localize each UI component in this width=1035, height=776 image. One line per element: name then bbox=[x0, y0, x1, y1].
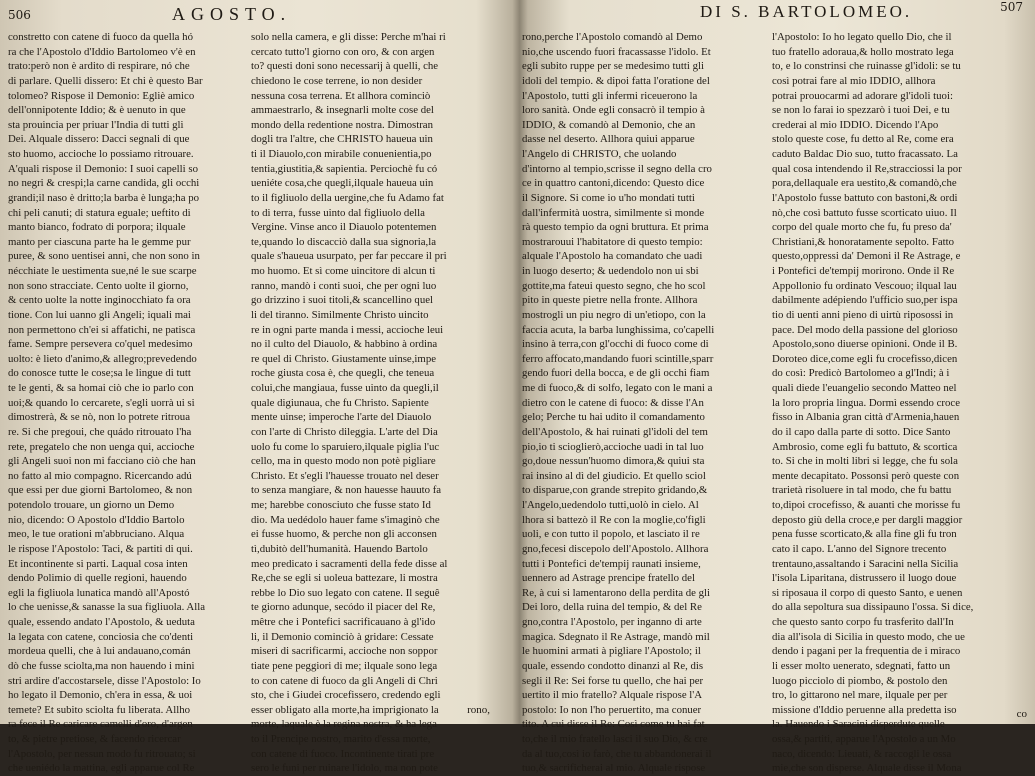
text-line: puree, & sono uentisei anni, che non sono in bbox=[8, 250, 200, 263]
text-line: mente uinse; imperoche l'arte del Diauolo bbox=[251, 411, 432, 424]
text-line: Christo. Et s'egli l'hauesse trouato nel deser bbox=[251, 469, 439, 482]
text-line: crederai al mio IDDIO. Dicendo l'Apo bbox=[772, 118, 939, 131]
text-line: pena fusse scorticato,& alla fine gli fu tron bbox=[772, 528, 957, 541]
text-line: gottite,ma fateui questo segno, che ho scol bbox=[522, 279, 706, 292]
text-line: to il Prencipe nostro, marito d'essa morte, bbox=[251, 733, 431, 745]
text-line: manto per ciascuna parte ha le gemme pur bbox=[8, 235, 191, 248]
text-line: tutti i Pontefici de'tempij raunati insieme, bbox=[522, 557, 701, 570]
text-line: ce in quattro cantoni,dicendo: Questo dice bbox=[522, 177, 705, 190]
text-line: me; harebbe conosciuto che fusse stato Id bbox=[251, 499, 431, 511]
text-line: qual cosa intendendo il Re,stracciossi la por bbox=[772, 162, 962, 175]
text-line: tiate pene peggiori di me; ilquale sono lega bbox=[251, 659, 438, 672]
text-line: non sono stracciate. Cento uolte il giorno, bbox=[8, 279, 189, 292]
text-line: ammaestrarlo, & insegnarli molte cose del bbox=[251, 104, 434, 117]
text-line: rete, pregatelo che non uenga qui, accioche bbox=[8, 440, 195, 453]
text-line: trarietà risoluere in tal modo, che fu battu bbox=[772, 484, 952, 497]
text-line: dasse nel deserto. Allhora quiui apparue bbox=[522, 133, 695, 146]
text-line: Vergine. Vinse anco il Diauolo potentemen bbox=[251, 221, 437, 234]
text-line: gno,contra l'Apostolo, per inganno di arte bbox=[522, 616, 702, 628]
text-line: egli subito ruppe per se medesimo tutti gli bbox=[522, 60, 705, 73]
text-column-1 bbox=[8, 30, 246, 776]
text-line: di parlare. Quelli dissero: Et chi è questo Bar bbox=[8, 74, 203, 87]
text-line: dell'onnipotente Iddio; & è uenuto in que bbox=[8, 104, 186, 117]
text-line: uoi;& quando lo cercarete, s'egli uorrà ui si bbox=[8, 396, 195, 409]
text-line: la legata con catene, conciosia che co'denti bbox=[8, 630, 194, 643]
right-page bbox=[520, 0, 1035, 775]
text-line: to. Si che in molti libri si legge, che fu sola bbox=[772, 455, 958, 468]
text-line: ferro affocato,mandando fuori scintille,sparr bbox=[522, 352, 714, 365]
text-line: nio, dicendo: O Apostolo d'Iddio Bartolo bbox=[8, 513, 185, 526]
text-line: to disparue,con grande strepito gridando,& bbox=[522, 484, 708, 497]
text-line: faccia acuta, la barba lunghissima, co'capelli bbox=[522, 323, 715, 336]
text-line: gli Angeli suoi non mi facciano ciò che han bbox=[8, 455, 196, 468]
text-line: in luogo deserto; & uedendolo non ui sbi bbox=[522, 265, 699, 277]
text-column-2 bbox=[251, 30, 499, 776]
text-line: l'Apostolo fusse battuto con bastoni,& ordi bbox=[772, 191, 958, 204]
text-line: dogli tra l'altre, che CHRISTO haueua uin bbox=[251, 133, 433, 146]
text-line: re quel di Christo. Giustamente uinse,impe bbox=[251, 352, 437, 365]
text-line: tio di uenti anni pieno di uirtù riposossi in bbox=[772, 308, 954, 321]
text-line: Dei loro, della ruina del tempio, & del Re bbox=[522, 601, 702, 614]
text-line: lhora si battezò il Re con la moglie,co'figli bbox=[522, 513, 706, 526]
text-line: idoli del tempio. & dipoi fatta l'oratione del bbox=[522, 74, 710, 87]
text-line: dio. Ma uedédolo hauer fame s'imaginò che bbox=[251, 513, 440, 526]
text-line: mie,che son disperse. Alquale disse il Mona bbox=[772, 762, 962, 775]
text-line: gelo; Perche tu hai udito il comandamento bbox=[522, 411, 705, 424]
text-line: quale s'haueua usurpato, per far peccare il pri bbox=[251, 250, 447, 263]
text-line: trentauno,assaltando i Saracini nella Sicilia bbox=[772, 557, 959, 570]
text-line: Appollonio fu ordinato Vescouo; ilqual lau bbox=[772, 279, 957, 292]
text-line: te giorno adunque, secódo il piacer del Re, bbox=[251, 601, 436, 614]
text-line: to,che il mio fratello lasci il suo Dio, & cre bbox=[522, 733, 708, 745]
text-line: li esser molto uenerato, sdegnati, fatto un bbox=[772, 659, 951, 672]
text-line: meo, le tue orationi m'abbruciano. Alqua bbox=[8, 528, 185, 541]
text-line: to il figliuolo della uergine,che fu Adamo fat bbox=[251, 191, 444, 204]
text-line: re. Si che pregoui, che quádo ritrouato l'ha bbox=[8, 425, 192, 438]
text-line: rai insino al dì del giudicio. Et quello sciol bbox=[522, 469, 706, 482]
text-line: Apostolo,sono diuerse opinioni. Onde il B. bbox=[772, 338, 958, 351]
text-line: do così: Predicò Bartolomeo a gl'Indi; à i bbox=[772, 367, 950, 380]
text-line: A'quali rispose il Demonio: I suoi capelli so bbox=[8, 162, 198, 175]
text-line: corpo del quale morto che fu, fu preso da' bbox=[772, 221, 952, 234]
text-line: si riposaua il corpo di questo Santo, e uenen bbox=[772, 586, 963, 599]
text-line: rebbe lo Dio suo legato con catene. Il seguê bbox=[251, 586, 440, 599]
text-line: tro, lo gittarono nel mare, ilquale per per bbox=[772, 689, 948, 702]
text-line: ueniéte cosa,che quegli,ilquale haueua uin bbox=[251, 177, 434, 190]
text-line: mo huomo. Et sì come uincitore di alcun ti bbox=[251, 265, 436, 277]
text-line: gno,fecesi discepolo dell'Apostolo. Allhora bbox=[522, 542, 709, 555]
text-column-1 bbox=[522, 30, 762, 776]
text-line: dell'Apostolo, & hai ruinati gl'idoli del tem bbox=[522, 425, 708, 438]
text-line: fame. Sempre persevera co'quel medesimo bbox=[8, 338, 193, 351]
text-line: dia all'isola di Sicilia in questo modo, che ue bbox=[772, 630, 965, 643]
text-line: dabilmente adépiendo l'ufficio suo,per ispa bbox=[772, 294, 958, 307]
page-number: 507 bbox=[1000, 0, 1023, 14]
text-line: Re,che se egli si uoleua battezare, li mostra bbox=[251, 572, 438, 585]
text-line: Doroteo dice,come egli fu crocefisso,dicen bbox=[772, 352, 958, 365]
text-line: no negri & crespi;la carne candida, gli occhi bbox=[8, 177, 200, 190]
text-line: mondo della redentione nostra. Dimostran bbox=[251, 118, 434, 131]
text-line: mostrarouui l'habitatore di questo tempio: bbox=[522, 235, 703, 248]
running-head: DI S. BARTOLOMEO. bbox=[700, 2, 913, 21]
text-line: temete? Et subito sciolta fu liberata. Allho bbox=[8, 703, 190, 716]
text-line: cercato tutto'l giorno con oro, & con argen bbox=[251, 45, 435, 58]
text-line: do il capo dalla parte di sotto. Dice Santo bbox=[772, 425, 951, 438]
text-line: quale, essendo andato l'Apostolo, & ueduta bbox=[8, 616, 195, 628]
text-line: to, & pietre pretiose, & facendo ricercar bbox=[8, 733, 181, 745]
text-line: roche giusta cosa è, che quegli, che teneua bbox=[251, 367, 435, 380]
text-line: re in ogni parte manda i messi, accioche leui bbox=[251, 323, 444, 336]
text-line: che ueniédo la mattina, egli apparue col Re bbox=[8, 762, 195, 775]
text-line: manto bianco, fodrato di porpora; ilquale bbox=[8, 221, 186, 234]
text-line: i Pontefici de'tempij morirono. Onde il Re bbox=[772, 265, 955, 277]
left-page bbox=[0, 0, 510, 775]
text-line: uoli, e con tutto il popolo, et lasciato il re bbox=[522, 528, 700, 541]
text-line: non permettono ch'ei si affatichi, ne patisca bbox=[8, 323, 196, 336]
text-line: chiedono le cose terrene, io non desider bbox=[251, 74, 423, 87]
text-line: chi peli canuti; di statura eguale; ueftito di bbox=[8, 206, 191, 219]
text-line: sto huomo, accioche lo possiamo ritrouare. bbox=[8, 148, 194, 160]
text-line: ei fusse huomo, & perche non gli acconsen bbox=[251, 528, 437, 541]
text-line: l'Apostolo, tutti gli infermi riceuerono la bbox=[522, 89, 698, 102]
catchword: rono, bbox=[467, 704, 490, 716]
text-line: dendo Polimio di quelle regioni, hauendo bbox=[8, 572, 187, 585]
text-line: cato il capo. L'anno del Signore trecento bbox=[772, 542, 947, 555]
text-line: nò,che così battuto fusse scorticato uiuo. Il bbox=[772, 206, 957, 219]
text-line: caduto Baldac Dio suo, tutto fracassato. La bbox=[772, 148, 958, 160]
text-line: trato:però non è ardito di respirare, nó che bbox=[8, 60, 190, 73]
text-line: go,doue nessun'huomo dimora,& quiui sta bbox=[522, 455, 705, 468]
text-line: to con catene di fuoco da gli Angeli di Chri bbox=[251, 674, 438, 687]
text-line: to di terra, fusse uinto dal figliuolo della bbox=[251, 206, 425, 219]
text-line: egli la figliuola lunatica mandò all'Apostó bbox=[8, 586, 190, 599]
text-line: questo,oppressi da' Demoni il Re Astrage, e bbox=[772, 250, 961, 263]
text-line: il Signore. Si come io u'ho mondati tutti bbox=[522, 191, 695, 204]
text-line: rà questo tempio da ogni bruttura. Et prima bbox=[522, 221, 709, 234]
text-line: d'intorno al tempio,scrisse il segno della cro bbox=[522, 162, 712, 175]
text-line: esser obligato alla morte,ha imprigionato la bbox=[251, 703, 439, 716]
text-line: grandi;il naso è dritto;la barba è lunga;ha po bbox=[8, 191, 199, 204]
text-line: tentia,giustitia,& sapientia. Perciochè fu có bbox=[251, 162, 438, 175]
text-line: stri ardire d'accostarsele, disse l'Apostolo: Io bbox=[8, 674, 201, 687]
text-line: to senza mangiare, & non hauesse hauuto fa bbox=[251, 484, 442, 497]
text-line: Christiani,& honoratamente sepolto. Fatto bbox=[772, 235, 955, 248]
text-line: nessuna cosa terrena. Et allhora cominciò bbox=[251, 89, 431, 102]
text-line: così potrai fare al mio IDDIO, allhora bbox=[772, 74, 936, 87]
text-line: le rispose l'Apostolo: Taci, & partiti di qui. bbox=[8, 542, 193, 555]
text-line: l'Angelo,uedendolo tutti,uolò in cielo. Al bbox=[522, 499, 699, 511]
text-line: tito. A cui disse il Re: Così come tu hai fat bbox=[522, 718, 705, 731]
text-line: colui,che mangiaua, fusse uinto da quegli,il bbox=[251, 382, 439, 394]
text-line: dall'infermità uostra, similmente sì monde bbox=[522, 206, 705, 219]
left-page-header bbox=[0, 0, 510, 30]
text-line: ra che l'Apostolo d'Iddio Bartolomeo v'è en bbox=[8, 45, 196, 58]
text-line: ranno, mandò i conti suoi, che per ogni luo bbox=[251, 279, 437, 292]
right-page-header bbox=[520, 0, 1035, 30]
text-line: l'Apostolo, per nessun modo fu ritrouato; si bbox=[8, 747, 196, 760]
text-line: ra fece il Re caricare camelli d'oro, d'argen bbox=[8, 718, 193, 731]
text-line: ti il Diauolo,con mirabile conuenientia,po bbox=[251, 148, 432, 160]
text-line: che questo santo corpo fu trasferito dall'In bbox=[772, 616, 954, 628]
text-line: dò che fusse sciolta,ma non hauendo i mini bbox=[8, 659, 195, 672]
text-line: que essi per due giorni Bartolomeo, & non bbox=[8, 484, 193, 497]
text-line: gendo fuori della bocca, e de gli occhi fiam bbox=[522, 367, 710, 380]
text-line: magica. Sdegnato il Re Astrage, mandò mil bbox=[522, 630, 710, 643]
text-line: postolo: Io non l'ho peruertito, ma conuer bbox=[522, 703, 702, 716]
text-line: alquale l'Apostolo ha comandato che uadi bbox=[522, 250, 703, 263]
text-line: stolo queste cose, fu detto al Re, come era bbox=[772, 133, 954, 146]
text-line: go drizzino i suoi titoli,& scancellino quel bbox=[251, 294, 434, 307]
text-line: nécchiate le uestimenta sue,né le sue scarpe bbox=[8, 265, 197, 277]
text-line: missione d'Iddio peruenne alla predetta iso bbox=[772, 703, 957, 716]
text-line: mêtre che i Pontefici sacrificauano à gl'ido bbox=[251, 616, 436, 628]
text-line: me di fuoco,& di solfo, legato con le mani a bbox=[522, 382, 713, 394]
text-line: li del tiranno. Similmente Christo uincito bbox=[251, 308, 429, 321]
text-line: fisso in Albania gran città d'Armenia,hauen bbox=[772, 411, 960, 424]
text-line: loro sanità. Onde egli consacrò il tempio à bbox=[522, 104, 705, 117]
text-line: pace. Del modo della passione del glorioso bbox=[772, 323, 958, 336]
text-line: pora,dellaquale era uestito,& comandò,che bbox=[772, 177, 957, 190]
running-head: AGOSTO. bbox=[172, 4, 292, 24]
text-line: nio,che uscendo fuori fracassasse l'idolo. Et bbox=[522, 45, 711, 58]
text-line: pio,io ti scioglierò,accioche uadi in tal luo bbox=[522, 440, 704, 453]
text-line: Et incontinente si parti. Laqual cosa inten bbox=[8, 557, 188, 570]
text-line: ho legato il Demonio, ch'era in essa, & uoi bbox=[8, 689, 193, 702]
text-line: quali diede l'euangelio secondo Matteo nel bbox=[772, 382, 957, 394]
text-line: con l'arte di Christo dileggia. L'arte del Dia bbox=[251, 425, 438, 438]
page-number: 506 bbox=[8, 8, 31, 22]
text-line: Ambrosio, come egli fu battuto, & scortica bbox=[772, 440, 958, 453]
text-line: tione. Con lui uanno gli Angeli; iquali mai bbox=[8, 308, 191, 321]
text-column-2 bbox=[772, 30, 1030, 776]
text-line: potendolo trouare, un giorno un Demo bbox=[8, 499, 175, 511]
text-line: mordeua quelli, che à lui andauano,comán bbox=[8, 645, 191, 658]
text-line: naco, dicendo: Lieuati, & raccogli le ossa bbox=[772, 747, 952, 760]
text-line: l'isola Liparitana, distrussero il luogo doue bbox=[772, 572, 957, 585]
text-line: lo che uenisse,& sanasse la sua figliuola. Alla bbox=[8, 601, 205, 614]
text-line: miseri di sacrificarmi, accioche non soppor bbox=[251, 645, 438, 658]
text-line: l'Angelo di CHRISTO, che uolando bbox=[522, 148, 677, 160]
text-line: meo predicato i sacramenti della fede disse al bbox=[251, 557, 448, 570]
text-line: uertito il mio fratello? Alquale rispose l'A bbox=[522, 689, 703, 702]
text-line: potrai prouocarmi ad adorare gl'idoli tuoi: bbox=[772, 89, 953, 102]
text-line: pito in queste pietre nella fronte. Allhora bbox=[522, 294, 698, 307]
text-line: solo nella camera, e gli disse: Perche m'hai ri bbox=[251, 31, 446, 43]
text-line: dietro con le catene di fuoco: & disse l'An bbox=[522, 396, 704, 409]
text-line: li, il Demonio cominciò à gridare: Cessate bbox=[251, 630, 434, 643]
text-line: tolomeo? Rispose il Demonio: Egliè amico bbox=[8, 89, 195, 102]
text-line: quale digiunaua, che fu Christo. Sapiente bbox=[251, 396, 429, 409]
text-line: constretto con catene di fuoco da quella hó bbox=[8, 31, 193, 43]
text-line: no il culto del Diauolo, & habbino à ordina bbox=[251, 338, 438, 351]
text-line: la. Hauendo i Saracini disperdute quelle bbox=[772, 718, 945, 731]
text-line: deposto giù della croce,e per dargli maggior bbox=[772, 513, 963, 526]
text-line: Re, à cui si lamentarono della perdita de gli bbox=[522, 586, 710, 599]
text-line: l'Apostolo: Io ho legato quello Dio, che il bbox=[772, 31, 952, 43]
catchword: co bbox=[1016, 708, 1027, 720]
text-line: no fatto al mio compagno. Ricercando adú bbox=[8, 469, 192, 482]
text-line: tuo,& sacrificherai al mio. Alquale rispose bbox=[522, 762, 706, 775]
text-line: sta prouincia per priuar l'India di tutti gli bbox=[8, 118, 184, 131]
text-line: do conosce tutte le cose;sa le lingue di tutt bbox=[8, 367, 191, 380]
text-line: tì,dubitò dell'humanità. Hauendo Bartolo bbox=[251, 542, 428, 555]
text-line: to, e lo constrinsi che ruinasse gl'idoli: se tu bbox=[772, 60, 961, 73]
text-line: tuo fratello adoraua,& hollo mostrato lega bbox=[772, 45, 954, 58]
text-line: da al tuo,così io farò, che tu abbandonerai il bbox=[522, 747, 712, 760]
text-line: te le genti, & sa homai ciò che io parlo con bbox=[8, 382, 194, 394]
text-line: con catene di fuoco. Incontinente tirati pre bbox=[251, 747, 435, 760]
text-line: quale, essendo condotto dinanzi al Re, dis bbox=[522, 659, 704, 672]
text-line: se non lo farai io spezzarò i tuoi Dei, e tu bbox=[772, 104, 950, 117]
text-line: & cento uolte la notte inginocchiato fa ora bbox=[8, 294, 191, 307]
text-line: mente decapitato. Possonsi però queste con bbox=[772, 469, 960, 482]
text-line: uolto: è lieto d'animo,& allegro;prevedendo bbox=[8, 352, 197, 365]
text-line: te,quando lo discacciò dalla sua signoria,la bbox=[251, 235, 436, 248]
text-line: la loro propria lingua. Dormì essendo croce bbox=[772, 396, 960, 409]
text-line: Dei. Alquale dissero: Dacci segnali di que bbox=[8, 133, 190, 146]
text-line: to? questi doni sono necessarij à quelli, che bbox=[251, 60, 439, 73]
text-line: mostrogli un piu negro di un'etiopo, con la bbox=[522, 308, 706, 321]
text-line: sto, che i Giudei crocefissero, credendo egli bbox=[251, 689, 441, 702]
text-line: dendo i pagani per la frequentia de i miraco bbox=[772, 645, 961, 658]
text-line: uennero ad Astrage prencipe fratello del bbox=[522, 572, 695, 585]
text-line: le huomini armati à pigliare l'Apostolo; il bbox=[522, 645, 701, 658]
text-line: uolo fu come lo sparuiero,ilquale piglia l'uc bbox=[251, 440, 440, 453]
text-line: sero le funi per ruinare l'idolo, ma non pote bbox=[251, 762, 438, 775]
text-line: morte, laquale è la regina nostra, & ha lega bbox=[251, 718, 437, 731]
text-line: IDDIO, & comandò al Demonio, che an bbox=[522, 118, 696, 131]
text-line: do alla sepoltura sua dissipauno l'ossa. Si dice, bbox=[772, 601, 974, 614]
text-line: cello, ma in questo modo non potè pigliare bbox=[251, 455, 436, 468]
text-line: insino à terra,con gl'occhi di fuoco come di bbox=[522, 338, 709, 351]
text-line: rono,perche l'Apostolo comandò al Demo bbox=[522, 31, 703, 43]
text-line: luogo picciolo di piombo, & postolo den bbox=[772, 674, 948, 687]
text-line: ossa,& partiti, apparue l'Apostolo a un Mo bbox=[772, 733, 956, 745]
text-line: to,dipoi crocefisso, & auanti che morisse fu bbox=[772, 499, 961, 511]
text-line: dimostrerà, & se nò, non lo potrete ritroua bbox=[8, 411, 191, 424]
text-line: segli il Re: Sei forse tu quello, che hai per bbox=[522, 674, 704, 687]
